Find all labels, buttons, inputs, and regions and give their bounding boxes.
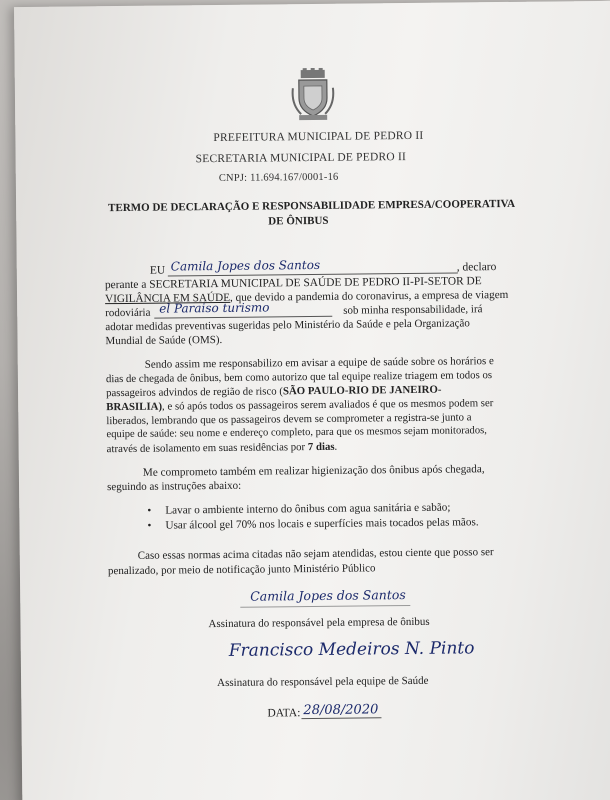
company-signature-line bbox=[240, 605, 410, 608]
date-label: DATA: bbox=[267, 707, 301, 720]
risk-region-end: BRASILIA) bbox=[106, 400, 163, 414]
company-signature: Camila Jopes dos Santos bbox=[250, 587, 406, 604]
list-item bbox=[147, 515, 478, 533]
header-prefeitura: PREFEITURA MUNICIPAL DE PEDRO II bbox=[213, 129, 424, 145]
para2-line6: equipe de saúde: seu nome e endereço completo, para que os mesmos sejam monitorados, bbox=[106, 425, 487, 441]
coat-of-arms-icon bbox=[291, 68, 336, 122]
handwritten-date: 28/08/2020 bbox=[303, 702, 379, 719]
para1-eu: EU bbox=[149, 264, 166, 277]
para1-line6: Mundial de Saúde (OMS). bbox=[105, 333, 223, 348]
instructions-list bbox=[147, 500, 478, 533]
para1-line2: perante a SECRETARIA MUNICIPAL DE SAÚDE DE PEDRO II-PI-SETOR DE bbox=[104, 275, 482, 292]
vigilancia-text: VIGILÂNCIA EM SAÚDE bbox=[105, 291, 231, 306]
document-title-line1: TERMO DE DECLARAÇÃO E RESPONSABILIDADE EMPRESA/COOPERATIVA bbox=[108, 197, 516, 215]
bullet-icon: • bbox=[147, 519, 152, 532]
para2-line5: liberados, lembrando que os passageiros devem se comprometer a registra-se junto a bbox=[106, 411, 472, 428]
para2-line2: dias de chegada de ônibus, bem como autorizo que tal equipe realize triagem em todos os bbox=[105, 369, 493, 386]
para2-line7a: através de isolamento em suas residências por bbox=[106, 441, 308, 456]
para1-declaro: , declaro bbox=[456, 261, 497, 274]
date-line bbox=[301, 717, 381, 719]
health-signature-caption: Assinatura do responsável pela equipe de Saúde bbox=[217, 674, 429, 690]
header-secretaria: SECRETARIA MUNICIPAL DE PEDRO II bbox=[195, 151, 407, 166]
para2-line3a: passageiros advindos de região de risco ( bbox=[106, 385, 284, 400]
para4-line1: Caso essas normas acima citadas não sejam atendidas, estou ciente que posso ser bbox=[137, 546, 494, 562]
isolation-days: 7 dias bbox=[307, 440, 335, 454]
para1-line5: adotar medidas preventivas sugeridas pelo Ministério da Saúde e pela Organização bbox=[105, 317, 470, 334]
para2-line7c: . bbox=[334, 440, 338, 453]
para3-line2: seguindo as instruções abaixo: bbox=[106, 479, 242, 494]
para1-line4b: sob minha responsabilidade, irá bbox=[343, 303, 483, 317]
para1-line3-rest: , que devido a pandemia do coronavirus, a empresa de viagem bbox=[229, 288, 509, 304]
document-title-line2: DE ÔNIBUS bbox=[268, 214, 329, 228]
document-page bbox=[14, 1, 610, 800]
bullet-icon: • bbox=[147, 504, 152, 517]
handwritten-company: el Paraiso turismo bbox=[159, 300, 270, 316]
handwritten-name: Camila Jopes dos Santos bbox=[170, 257, 321, 274]
para3-line1: Me comprometo também em realizar higienização dos ônibus após chegada, bbox=[142, 463, 485, 479]
risk-region: SÃO PAULO-RIO DE JANEIRO- bbox=[282, 383, 442, 398]
list-item-text: Usar álcool gel 70% nos locais e superfícies mais tocados pelas mãos. bbox=[165, 516, 479, 532]
para2-line1: Sendo assim me responsabilizo em avisar a equipe de saúde sobre os horários e bbox=[144, 355, 494, 371]
list-item-text: Lavar o ambiente interno do ônibus com agua sanitária e sabão; bbox=[165, 501, 451, 517]
para1-line4a: rodoviária bbox=[105, 306, 151, 320]
para2-line7 bbox=[107, 440, 338, 456]
company-signature-caption: Assinatura do responsável pela empresa de ônibus bbox=[208, 615, 430, 631]
header-cnpj: CNPJ: 11.694.167/0001-16 bbox=[218, 171, 339, 184]
para4-line2: penalizado, por meio de notificação junto Ministério Público bbox=[107, 562, 376, 578]
health-signature: Francisco Medeiros N. Pinto bbox=[228, 638, 475, 661]
para2-line4b: , e só após todos os passageiros serem avaliados é que os mesmos podem ser bbox=[161, 397, 494, 413]
